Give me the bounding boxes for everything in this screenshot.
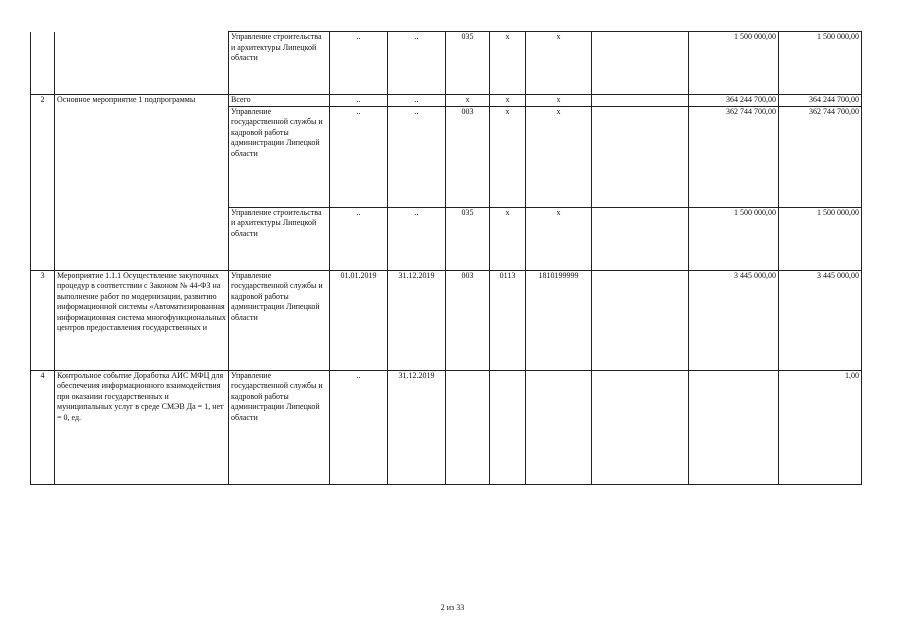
cell-executor: Всего — [229, 95, 330, 107]
cell-start: 01.01.2019 — [330, 270, 388, 370]
cell-blank — [592, 207, 689, 270]
cell-grbs: 035 — [446, 32, 490, 95]
cell-name — [55, 32, 229, 95]
cell-csr: x — [526, 106, 592, 207]
cell-end: .. — [388, 95, 446, 107]
cell-grbs: 003 — [446, 270, 490, 370]
cell-name — [55, 207, 229, 270]
cell-year1: 362 744 700,00 — [689, 106, 779, 207]
cell-year1: 1 500 000,00 — [689, 32, 779, 95]
cell-start: .. — [330, 32, 388, 95]
cell-year2: 364 244 700,00 — [779, 95, 862, 107]
cell-grbs: 003 — [446, 106, 490, 207]
cell-year1: 1 500 000,00 — [689, 207, 779, 270]
table-row — [31, 370, 862, 484]
cell-start: .. — [330, 207, 388, 270]
cell-end: .. — [388, 32, 446, 95]
cell-num: 3 — [31, 270, 55, 370]
cell-year1: 364 244 700,00 — [689, 95, 779, 107]
cell-blank — [592, 32, 689, 95]
table-row — [31, 106, 862, 207]
cell-end: 31.12.2019 — [388, 370, 446, 484]
cell-year2: 3 445 000,00 — [779, 270, 862, 370]
cell-end: .. — [388, 207, 446, 270]
cell-csr: 1810199999 — [526, 270, 592, 370]
cell-num — [31, 32, 55, 95]
cell-grbs — [446, 370, 490, 484]
program-table — [30, 31, 862, 485]
cell-num — [31, 106, 55, 207]
cell-csr — [526, 370, 592, 484]
cell-name: Мероприятие 1.1.1 Осуществление закупочных процедур в соответствии с Законом № 44-ФЗ на выполнение работ по модернизации, развитию информационной системы «Автоматизированная информационная система многофункциональных центров предоставления государственных и — [55, 270, 229, 370]
cell-rzpr: 0113 — [490, 270, 526, 370]
cell-end: .. — [388, 106, 446, 207]
cell-grbs: x — [446, 95, 490, 107]
cell-blank — [592, 106, 689, 207]
table-row — [31, 207, 862, 270]
cell-rzpr: x — [490, 95, 526, 107]
cell-start: .. — [330, 95, 388, 107]
cell-year2: 1,00 — [779, 370, 862, 484]
cell-start: .. — [330, 106, 388, 207]
cell-year2: 1 500 000,00 — [779, 32, 862, 95]
cell-blank — [592, 370, 689, 484]
cell-rzpr: x — [490, 32, 526, 95]
cell-year1 — [689, 370, 779, 484]
cell-rzpr — [490, 370, 526, 484]
cell-csr: x — [526, 207, 592, 270]
cell-year2: 362 744 700,00 — [779, 106, 862, 207]
cell-executor: Управление строительства и архитектуры Липецкой области — [229, 32, 330, 95]
cell-csr: x — [526, 32, 592, 95]
cell-grbs: 035 — [446, 207, 490, 270]
table-row — [31, 270, 862, 370]
page-number: 2 из 33 — [440, 603, 465, 612]
cell-rzpr: x — [490, 106, 526, 207]
cell-start: .. — [330, 370, 388, 484]
cell-year2: 1 500 000,00 — [779, 207, 862, 270]
cell-blank — [592, 270, 689, 370]
cell-executor: Управление государственной службы и кадровой работы администрации Липецкой области — [229, 106, 330, 207]
cell-executor: Управление государственной службы и кадровой работы администрации Липецкой области — [229, 270, 330, 370]
cell-csr: x — [526, 95, 592, 107]
cell-num: 4 — [31, 370, 55, 484]
cell-num — [31, 207, 55, 270]
cell-name: Контрольное событие Доработка АИС МФЦ для обеспечения информационного взаимодействия при оказании государственных и муниципальных услуг в среде СМЭВ Да = 1, нет = 0, ед. — [55, 370, 229, 484]
cell-year1: 3 445 000,00 — [689, 270, 779, 370]
cell-blank — [592, 95, 689, 107]
cell-num: 2 — [31, 95, 55, 107]
cell-name: Основное мероприятие 1 подпрограммы — [55, 95, 229, 107]
table-row — [31, 95, 862, 107]
cell-name — [55, 106, 229, 207]
cell-rzpr: x — [490, 207, 526, 270]
cell-executor: Управление строительства и архитектуры Липецкой области — [229, 207, 330, 270]
cell-end: 31.12.2019 — [388, 270, 446, 370]
table-row — [31, 32, 862, 95]
cell-executor: Управление государственной службы и кадровой работы администрации Липецкой области — [229, 370, 330, 484]
